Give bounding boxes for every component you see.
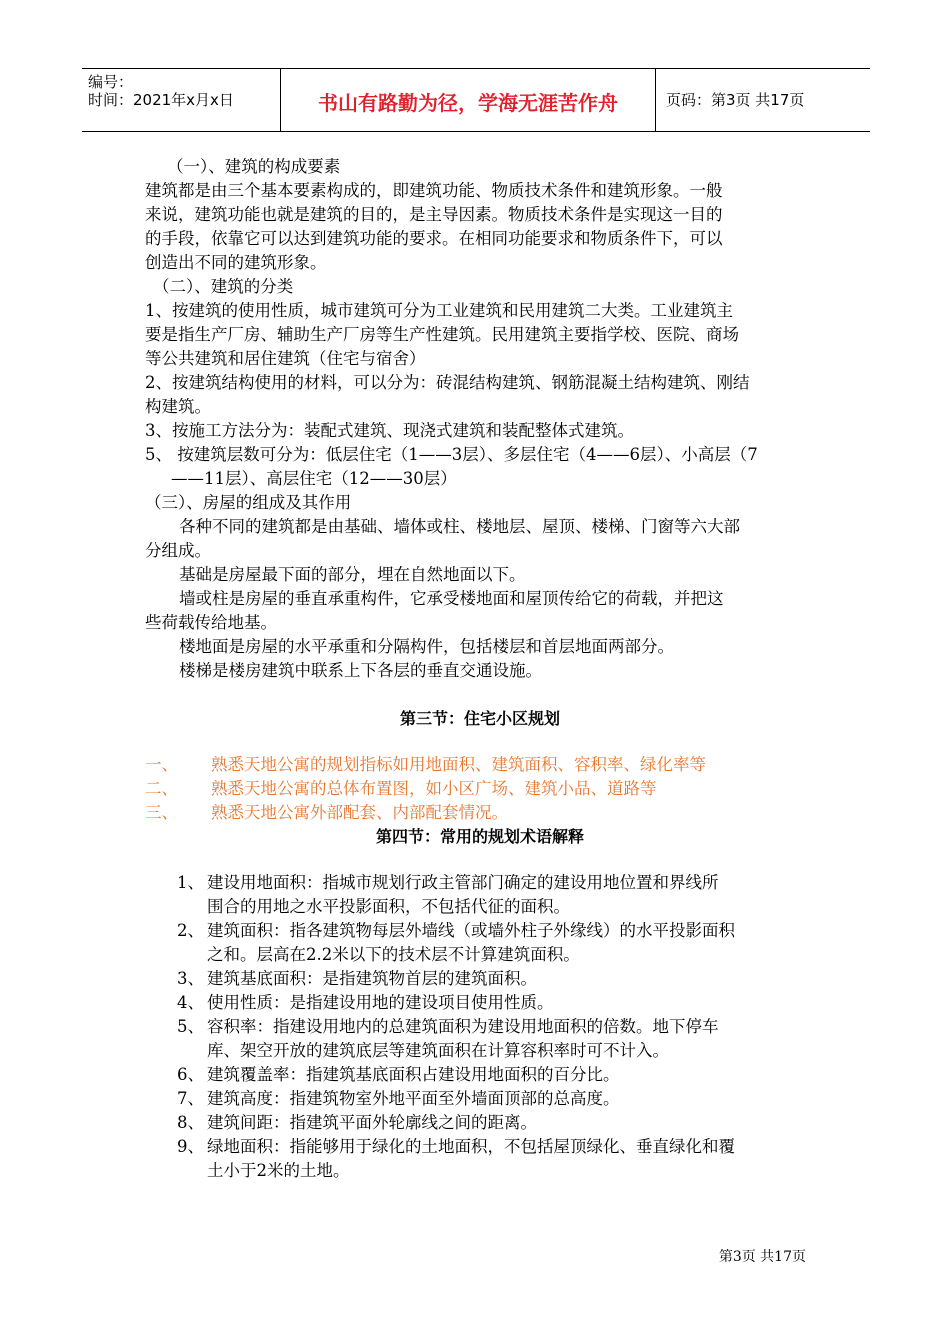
section-heading: 第四节：常用的规划术语解释 — [375, 827, 584, 846]
list-item: 一、 熟悉天地公寓的规划指标如用地面积、建筑面积、容积率、绿化率等 — [145, 755, 706, 774]
terms-list — [145, 871, 815, 1183]
section-2-title: （二）、建筑的分类 — [153, 277, 294, 296]
paragraph-line: 些荷载传给地基。 — [145, 613, 277, 632]
list-item: 9、 绿地面积：指能够用于绿化的土地面积，不包括屋顶绿化、垂直绿化和覆 土小于2米的土地。 — [177, 1137, 735, 1180]
paragraph-line: ——11层）、高层住宅（12——30层） — [171, 469, 457, 488]
document-body — [145, 155, 815, 1183]
paragraph-line: 创造出不同的建筑形象。 — [145, 253, 327, 272]
list-item: 5、 容积率：指建设用地内的总建筑面积为建设用地面积的倍数。地下停车 库、架空开放的建筑底层等建筑面积在计算容积率时可不计入。 — [177, 1017, 719, 1060]
header-motto: 书山有路勤为径，学海无涯苦作舟 — [318, 91, 618, 115]
paragraph-line: 楼地面是房屋的水平承重和分隔构件，包括楼层和首层地面两部分。 — [179, 637, 674, 656]
paragraph-line: 要是指生产厂房、辅助生产厂房等生产性建筑。民用建筑主要指学校、医院、商场 — [145, 325, 739, 344]
paragraph-line: 分组成。 — [145, 541, 211, 560]
list-item: 4、 使用性质：是指建设用地的建设项目使用性质。 — [177, 993, 554, 1012]
page-footer: 第3页 共17页 — [718, 1249, 806, 1265]
paragraph-line: 的手段，依靠它可以达到建筑功能的要求。在相同功能要求和物质条件下，可以 — [145, 229, 723, 248]
header-divider — [280, 69, 281, 131]
paragraph-line: 建筑都是由三个基本要素构成的，即建筑功能、物质技术条件和建筑形象。一般 — [145, 181, 723, 200]
header-time: 时间：2021年x月x日 — [88, 91, 234, 109]
list-item: 3、 建筑基底面积：是指建筑物首层的建筑面积。 — [177, 969, 537, 988]
paragraph-line: 2、按建筑结构使用的材料，可以分为：砖混结构建筑、钢筋混凝土结构建筑、刚结 — [145, 373, 750, 392]
paragraph-line: 3、按施工方法分为：装配式建筑、现浇式建筑和装配整体式建筑。 — [145, 421, 634, 440]
section-1-title: （一）、建筑的构成要素 — [167, 157, 341, 176]
list-item: 8、 建筑间距：指建筑平面外轮廓线之间的距离。 — [177, 1113, 537, 1132]
list-item: 三、 熟悉天地公寓外部配套、内部配套情况。 — [145, 803, 508, 822]
header-number: 编号： — [88, 73, 134, 91]
paragraph-line: 等公共建筑和居住建筑（住宅与宿舍） — [145, 349, 426, 368]
list-item: 7、 建筑高度：指建筑物室外地平面至外墙面顶部的总高度。 — [177, 1089, 620, 1108]
list-item: 2、 建筑面积：指各建筑物每层外墙线（或墙外柱子外缘线）的水平投影面积 之和。层高在2.2米以下的技术层不计算建筑面积。 — [177, 921, 735, 964]
header-meta — [88, 73, 234, 109]
list-item: 1、 建设用地面积：指城市规划行政主管部门确定的建设用地位置和界线所 围合的用地之水平投影面积，不包括代征的面积。 — [177, 873, 719, 916]
paragraph-line: 楼梯是楼房建筑中联系上下各层的垂直交通设施。 — [179, 661, 542, 680]
paragraph-line: 基础是房屋最下面的部分，埋在自然地面以下。 — [179, 565, 526, 584]
paragraph-line: 5、 按建筑层数可分为：低层住宅（1——3层）、多层住宅（4——6层）、小高层（7 — [145, 445, 758, 464]
paragraph-line: 墙或柱是房屋的垂直承重构件，它承受楼地面和屋顶传给它的荷载，并把这 — [179, 589, 724, 608]
paragraph-line: 来说，建筑功能也就是建筑的目的，是主导因素。物质技术条件是实现这一目的 — [145, 205, 723, 224]
list-item: 6、 建筑覆盖率：指建筑基底面积占建设用地面积的百分比。 — [177, 1065, 620, 1084]
header-page-number: 页码：第3页 共17页 — [666, 91, 805, 109]
paragraph-line: 各种不同的建筑都是由基础、墙体或柱、楼地层、屋顶、楼梯、门窗等六大部 — [179, 517, 740, 536]
planning-list — [145, 753, 815, 825]
section-3-title: （三）、房屋的组成及其作用 — [145, 493, 352, 512]
list-item: 二、 熟悉天地公寓的总体布置图，如小区广场、建筑小品、道路等 — [145, 779, 657, 798]
section-heading: 第三节：住宅小区规划 — [399, 709, 560, 728]
header-divider — [655, 69, 656, 131]
paragraph-line: 构建筑。 — [145, 397, 211, 416]
page-header — [82, 68, 870, 132]
paragraph-line: 1、按建筑的使用性质，城市建筑可分为工业建筑和民用建筑二大类。工业建筑主 — [145, 301, 733, 320]
